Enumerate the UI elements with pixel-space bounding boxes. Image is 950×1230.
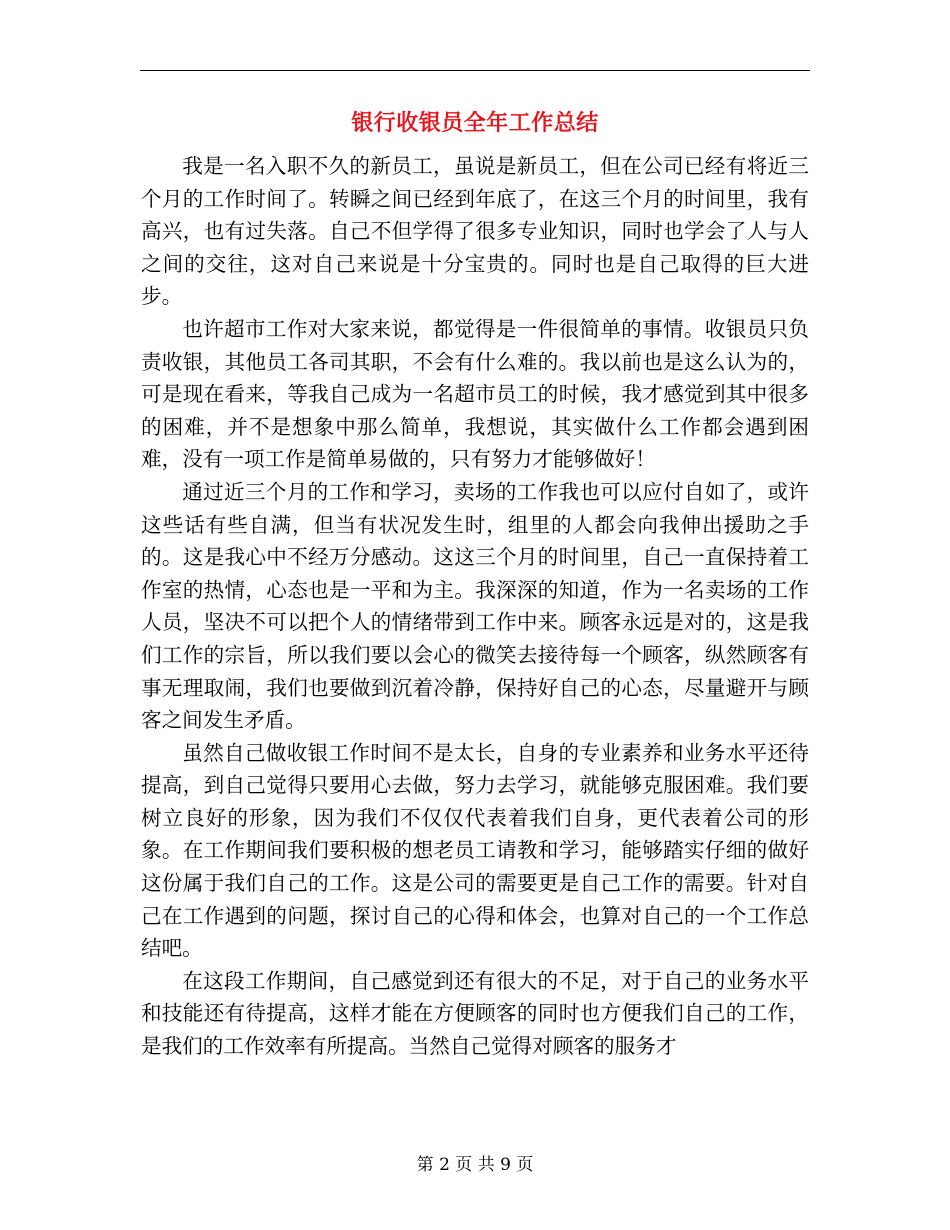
paragraph-3: 通过近三个月的工作和学习，卖场的工作我也可以应付自如了，或许这些话有些自满，但当有状况发生时，组里的人都会向我伸出援助之手的。这是我心中不经万分感动。这这三个月的时间里，自己一直保持着工作室的热情，心态也是一平和为主。我深深的知道，作为一名卖场的工作人员，坚决不可以把个人的情绪带到工作中来。顾客永远是对的，这是我们工作的宗旨，所以我们要以会心的微笑去接待每一个顾客，纵然顾客有事无理取闹，我们也要做到沉着冷静，保持好自己的心态，尽量避开与顾客之间发生矛盾。 — [141, 479, 809, 733]
page-number-label: 第 2 页 共 9 页 — [416, 1155, 534, 1175]
document-body — [141, 150, 809, 1063]
paragraph-4: 虽然自己做收银工作时间不是太长，自身的专业素养和业务水平还待提高，到自己觉得只要用心去做，努力去学习，就能够克服困难。我们要树立良好的形象，因为我们不仅仅代表着我们自身，更代表着公司的形象。在工作期间我们要积极的想老员工请教和学习，能够踏实仔细的做好这份属于我们自己的工作。这是公司的需要更是自己工作的需要。针对自己在工作遇到的问题，探讨自己的心得和体会，也算对自己的一个工作总结吧。 — [141, 740, 809, 961]
document-title: 银行收银员全年工作总结 — [351, 111, 599, 136]
paragraph-5: 在这段工作期间，自己感觉到还有很大的不足，对于自己的业务水平和技能还有待提高，这样才能在方便顾客的同时也方便我们自己的工作，是我们的工作效率有所提高。当然自己觉得对顾客的服务才 — [141, 968, 809, 1059]
header-rule — [140, 70, 810, 71]
paragraph-2: 也许超市工作对大家来说，都觉得是一件很简单的事情。收银员只负责收银，其他员工各司其职，不会有什么难的。我以前也是这么认为的，可是现在看来，等我自己成为一名超市员工的时候，我才感觉到其中很多的困难，并不是想象中那么简单，我想说，其实做什么工作都会遇到困难，没有一项工作是简单易做的，只有努力才能够做好！ — [141, 316, 809, 472]
paragraph-1: 我是一名入职不久的新员工，虽说是新员工，但在公司已经有将近三个月的工作时间了。转瞬之间已经到年底了，在这三个月的时间里，我有高兴，也有过失落。自己不但学得了很多专业知识，同时也学会了人与人之间的交往，这对自己来说是十分宝贵的。同时也是自己取得的巨大进步。 — [141, 154, 809, 309]
page-footer — [0, 1153, 950, 1177]
